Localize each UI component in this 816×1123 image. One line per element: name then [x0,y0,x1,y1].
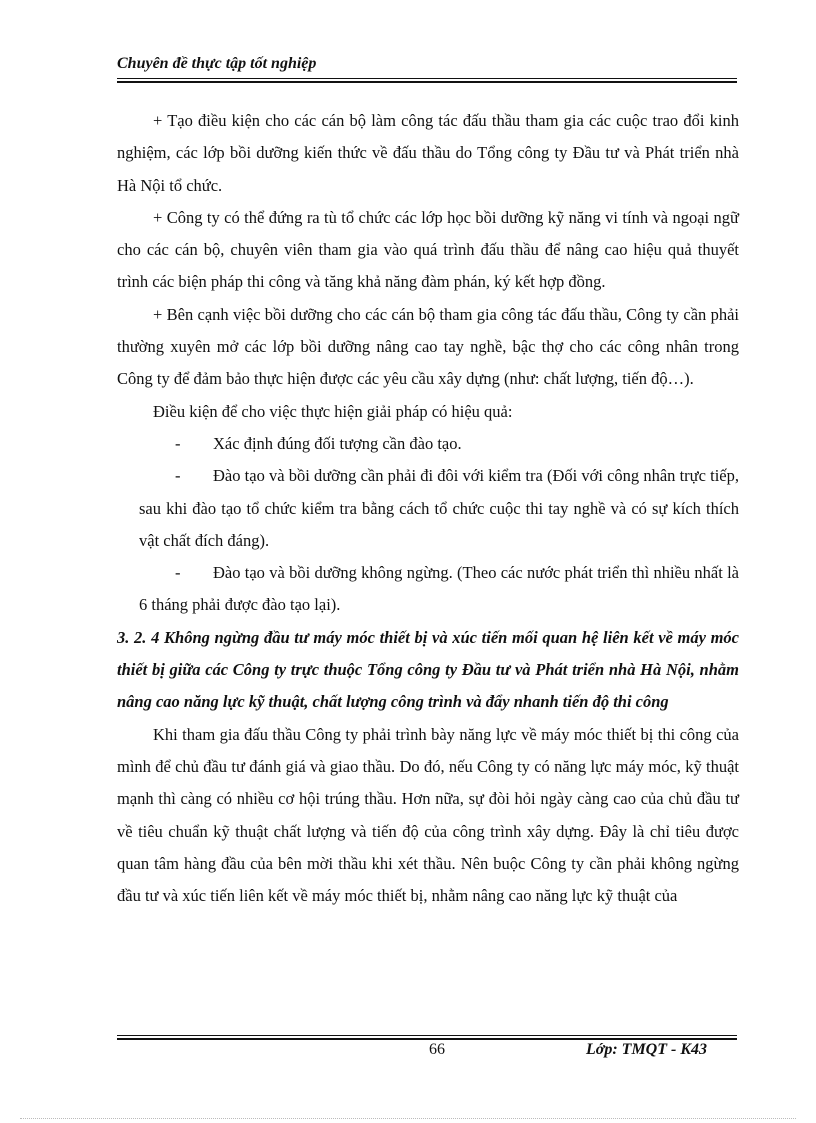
page-number: 66 [429,1041,445,1058]
page-edge-divider [20,1118,796,1119]
bullet-text: Đào tạo và bồi dưỡng cần phải đi đôi với kiểm tra (Đối với công nhân trực tiếp, sau khi đào tạo tổ chức kiểm tra bằng cách tổ chức cuộc thi tay nghề và có sự kích thích vật chất đích đáng). [139,466,739,550]
header-rule-thick [117,81,737,83]
paragraph-2: + Công ty có thể đứng ra tù tổ chức các lớp học bồi dưỡng kỹ năng vi tính và ngoại ngữ cho các cán bộ, chuyên viên tham gia vào quá trình đấu thầu để nâng cao hiệu quả thuyết trình các biện pháp thi công và tăng khả năng đàm phán, ký kết hợp đồng. [117,207,739,292]
document-body [117,105,739,912]
page-header [117,52,737,76]
page-footer [117,1037,737,1067]
footer-rule-thin [117,1035,737,1036]
bullet-dash: - [175,466,181,486]
bullet-dash: - [175,433,181,453]
bullet-item [117,460,739,557]
paragraph-4: Điều kiện để cho việc thực hiện giải pháp có hiệu quả: [153,401,513,421]
paragraph-1: + Tạo điều kiện cho các cán bộ làm công tác đấu thầu tham gia các cuộc trao đổi kinh nghiệm, các lớp bồi dưỡng kiến thức về đấu thầu do Tổng công ty Đầu tư và Phát triển nhà Hà Nội tổ chức. [117,111,739,195]
bullet-item [117,557,739,622]
paragraph-5: Khi tham gia đấu thầu Công ty phải trình bày năng lực về máy móc thiết bị thi công của mình để chủ đầu tư đánh giá và giao thầu. Do đó, nếu Công ty có năng lực máy móc, kỹ thuật mạnh thì càng có nhiều cơ hội trúng thầu. Hơn nữa, sự đòi hỏi ngày càng cao của chủ đầu tư về tiêu chuẩn kỹ thuật chất lượng và tiến độ của công trình xây dựng. Đây là chỉ tiêu được quan tâm hàng đầu của bên mời thầu khi xét thầu. Nên buộc Công ty cần phải không ngừng đầu tư và xúc tiến liên kết về máy móc thiết bị, nhằm nâng cao năng lực kỹ thuật của [117,724,739,906]
header-rule-thin [117,78,737,79]
class-label: Lớp: TMQT - K43 [585,1041,707,1058]
bullet-text: Xác định đúng đối tượng cần đào tạo. [213,433,462,453]
bullet-text: Đào tạo và bồi dưỡng không ngừng. (Theo các nước phát triển thì nhiều nhất là 6 tháng phải được đào tạo lại). [139,563,739,615]
header-title: Chuyên đề thực tập tốt nghiệp [117,55,317,72]
paragraph-3: + Bên cạnh việc bồi dưỡng cho các cán bộ tham gia công tác đấu thầu, Công ty cần phải thường xuyên mở các lớp bồi dưỡng nâng cao tay nghề, bậc thợ cho các công nhân trong Công ty để đảm bảo thực hiện được các yêu cầu xây dựng (như: chất lượng, tiến độ…). [117,304,739,389]
bullet-item [117,428,739,460]
section-heading: 3. 2. 4 Không ngừng đầu tư máy móc thiết bị và xúc tiến mối quan hệ liên kết về máy móc thiết bị giữa các Công ty trực thuộc Tổng công ty Đầu tư và Phát triển nhà Hà Nội, nhằm nâng cao năng lực kỹ thuật, chất lượng công trình và đẩy nhanh tiến độ thi công [117,627,739,712]
bullet-dash: - [175,563,181,583]
